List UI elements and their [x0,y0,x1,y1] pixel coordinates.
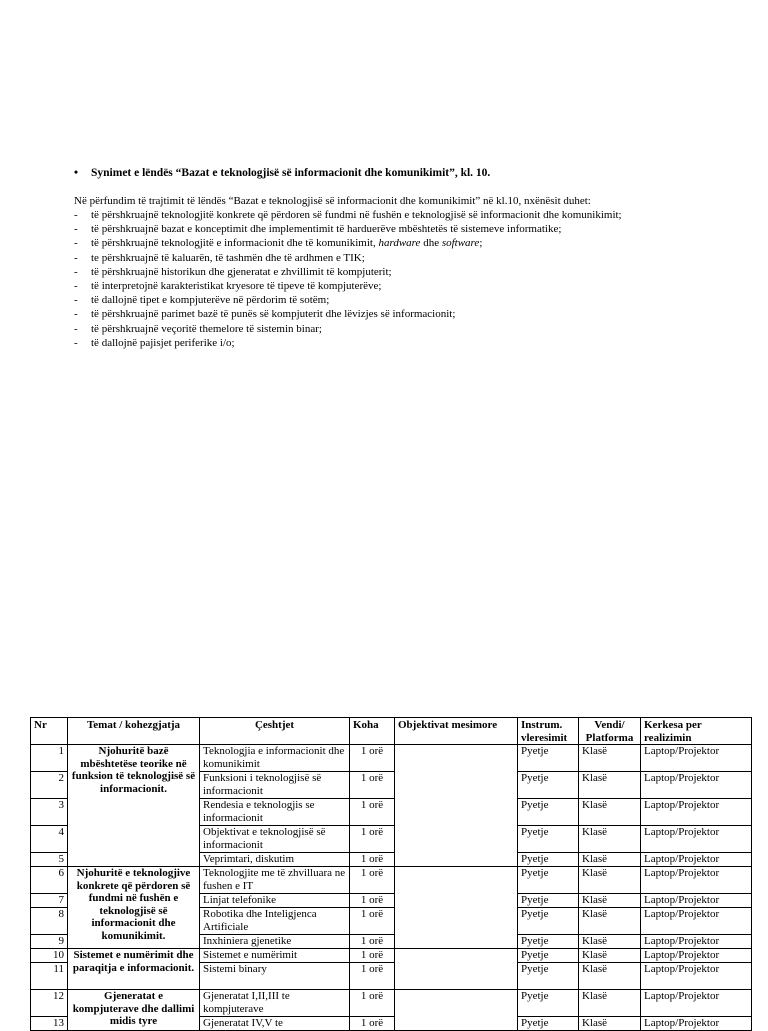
dash-marker: - [74,223,78,236]
outcome-text-part: dhe [420,237,442,250]
dash-marker: - [74,308,78,321]
cell-vendi: Klasë [579,745,641,772]
outcome-text: të dallojnë pajisjet periferike i/o; [91,336,235,349]
cell-objektiva [395,949,518,990]
cell-nr: 7 [31,894,68,908]
cell-nr: 8 [31,908,68,935]
cell-ceshtja: Rendesia e teknologjis se informacionit [200,799,350,826]
outcome-text: të përshkruajnë parimet bazë të punës së kompjuterit dhe lëvizjes së informacionit; [91,308,456,321]
cell-koha: 1 orë [350,894,395,908]
cell-nr: 3 [31,799,68,826]
dash-marker: - [74,294,78,307]
bullet-icon: • [74,167,79,179]
cell-ceshtja: Funksioni i teknologjisë së informacionit [200,772,350,799]
table-row [31,949,752,963]
cell-kerkesa: Laptop/Projektor [641,908,752,935]
outcome-text: të përshkruajnë bazat e konceptimit dhe implementimit të harduerëve mbështetës të sistemeve informatike; [91,223,562,236]
cell-koha: 1 orë [350,867,395,894]
outcome-text: të dallojnë tipet e kompjuterëve në përdorim të sotëm; [91,294,330,307]
cell-ceshtja: Teknologjia e informacionit dhe komunikimit [200,745,350,772]
table-row [31,990,752,1017]
header-koha: Koha [350,718,395,745]
list-item [74,265,622,279]
cell-vendi: Klasë [579,908,641,935]
goals-heading-text: Synimet e lëndës “Bazat e teknologjisë së informacionit dhe komunikimit”, kl. 10. [91,167,491,179]
table-row [31,745,752,772]
cell-objektiva [395,867,518,949]
dash-marker: - [74,251,78,264]
outcome-text-part: ; [479,237,483,250]
outcome-text: të përshkruajnë historikun dhe gjeneratat e zhvillimit të kompjuterit; [91,265,392,278]
dash-marker: - [74,279,78,292]
topic-cell: Gjeneratat e kompjuterave dhe dallimi midis tyre [68,990,200,1031]
cell-nr: 10 [31,949,68,963]
lesson-plan-table [30,717,752,1031]
dash-marker: - [74,237,78,250]
cell-ceshtja: Inxhiniera gjenetike [200,935,350,949]
cell-ceshtja: Linjat telefonike [200,894,350,908]
cell-kerkesa: Laptop/Projektor [641,1017,752,1031]
topic-cell: Njohuritë bazë mbështetëse teorike në funksion të teknologjisë së informacionit. [68,745,200,867]
cell-nr: 1 [31,745,68,772]
cell-instrum: Pyetje [518,745,579,772]
list-item [74,307,622,321]
cell-nr: 5 [31,853,68,867]
header-instrum: Instrum. vleresimit [518,718,579,745]
cell-koha: 1 orë [350,963,395,990]
cell-vendi: Klasë [579,1017,641,1031]
cell-nr: 9 [31,935,68,949]
italic-term: software [441,237,480,250]
header-objektiva: Objektivat mesimore [395,718,518,745]
cell-vendi: Klasë [579,772,641,799]
cell-kerkesa: Laptop/Projektor [641,963,752,990]
cell-instrum: Pyetje [518,853,579,867]
cell-vendi: Klasë [579,963,641,990]
dash-marker: - [74,322,78,335]
cell-koha: 1 orë [350,853,395,867]
cell-vendi: Klasë [579,894,641,908]
outcome-text: te përshkruajnë të kaluarën, të tashmën dhe të ardhmen e TIK; [91,251,365,264]
cell-kerkesa: Laptop/Projektor [641,867,752,894]
cell-vendi: Klasë [579,990,641,1017]
cell-koha: 1 orë [350,799,395,826]
cell-instrum: Pyetje [518,935,579,949]
cell-ceshtja: Sistemet e numërimit [200,949,350,963]
outcome-text: të përshkruajnë teknologjitë konkrete që përdoren së fundmi në fushën e teknologjisë së informacionit dhe komunikimit; [91,209,622,221]
cell-instrum: Pyetje [518,963,579,990]
table-header-row [31,718,752,745]
cell-ceshtja: Teknologjite me të zhvilluara ne fushen e IT [200,867,350,894]
cell-nr: 11 [31,963,68,990]
cell-ceshtja: Gjeneratat I,II,III te kompjuterave [200,990,350,1017]
cell-koha: 1 orë [350,745,395,772]
cell-vendi: Klasë [579,853,641,867]
list-item [74,236,622,250]
dash-marker: - [74,336,78,349]
header-vendi: Vendi/ Platforma [579,718,641,745]
cell-instrum: Pyetje [518,894,579,908]
cell-koha: 1 orë [350,949,395,963]
header-temat: Temat / kohezgjatja [68,718,200,745]
learning-outcomes-list [74,208,622,350]
table-row [31,867,752,894]
cell-kerkesa: Laptop/Projektor [641,949,752,963]
italic-term: hardware [378,237,421,250]
list-item [74,251,622,265]
outcome-text-part: të përshkruajnë teknologjitë e informacionit dhe të komunikimit, [91,237,379,250]
cell-koha: 1 orë [350,990,395,1017]
intro-paragraph: Në përfundim të trajtimit të lëndës “Bazat e teknologjisë së informacionit dhe komunikimit” në kl.10, nxënësit duhet: [74,195,591,207]
list-item [74,208,622,222]
header-kerkesa: Kerkesa per realizimin [641,718,752,745]
cell-kerkesa: Laptop/Projektor [641,826,752,853]
list-item [74,293,622,307]
cell-nr: 4 [31,826,68,853]
cell-vendi: Klasë [579,867,641,894]
cell-objektiva [395,745,518,867]
cell-instrum: Pyetje [518,908,579,935]
cell-nr: 12 [31,990,68,1017]
header-ceshtjet: Çeshtjet [200,718,350,745]
cell-instrum: Pyetje [518,990,579,1017]
cell-instrum: Pyetje [518,1017,579,1031]
cell-instrum: Pyetje [518,826,579,853]
cell-objektiva [395,990,518,1031]
cell-vendi: Klasë [579,799,641,826]
list-item [74,279,622,293]
cell-kerkesa: Laptop/Projektor [641,853,752,867]
dash-marker: - [74,209,78,221]
topic-cell: Sistemet e numërimit dhe paraqitja e informacionit. [68,949,200,990]
outcome-text: të interpretojnë karakteristikat kryesore të tipeve të kompjuterëve; [91,279,382,292]
cell-ceshtja: Robotika dhe Inteligjenca Artificiale [200,908,350,935]
cell-ceshtja: Veprimtari, diskutim [200,853,350,867]
header-nr: Nr [31,718,68,745]
cell-vendi: Klasë [579,949,641,963]
cell-kerkesa: Laptop/Projektor [641,990,752,1017]
topic-cell: Njohuritë e teknologjive konkrete që përdoren së fundmi në fushën e teknologjisë së informacionit dhe komunikimit. [68,867,200,949]
cell-instrum: Pyetje [518,949,579,963]
cell-instrum: Pyetje [518,799,579,826]
outcome-text: të përshkruajnë veçoritë themelore të sistemin binar; [91,322,322,335]
list-item [74,336,622,350]
cell-kerkesa: Laptop/Projektor [641,894,752,908]
cell-kerkesa: Laptop/Projektor [641,935,752,949]
cell-koha: 1 orë [350,772,395,799]
cell-vendi: Klasë [579,826,641,853]
cell-nr: 13 [31,1017,68,1031]
dash-marker: - [74,265,78,278]
cell-instrum: Pyetje [518,867,579,894]
cell-instrum: Pyetje [518,772,579,799]
cell-kerkesa: Laptop/Projektor [641,799,752,826]
cell-koha: 1 orë [350,1017,395,1031]
cell-ceshtja: Gjeneratat IV,V te [200,1017,350,1031]
list-item [74,322,622,336]
cell-nr: 2 [31,772,68,799]
cell-kerkesa: Laptop/Projektor [641,745,752,772]
cell-koha: 1 orë [350,908,395,935]
outcome-text [91,237,482,249]
cell-koha: 1 orë [350,826,395,853]
cell-koha: 1 orë [350,935,395,949]
cell-kerkesa: Laptop/Projektor [641,772,752,799]
cell-vendi: Klasë [579,935,641,949]
list-item [74,222,622,236]
cell-ceshtja: Objektivat e teknologjisë së informacionit [200,826,350,853]
cell-nr: 6 [31,867,68,894]
cell-ceshtja: Sistemi binary [200,963,350,990]
